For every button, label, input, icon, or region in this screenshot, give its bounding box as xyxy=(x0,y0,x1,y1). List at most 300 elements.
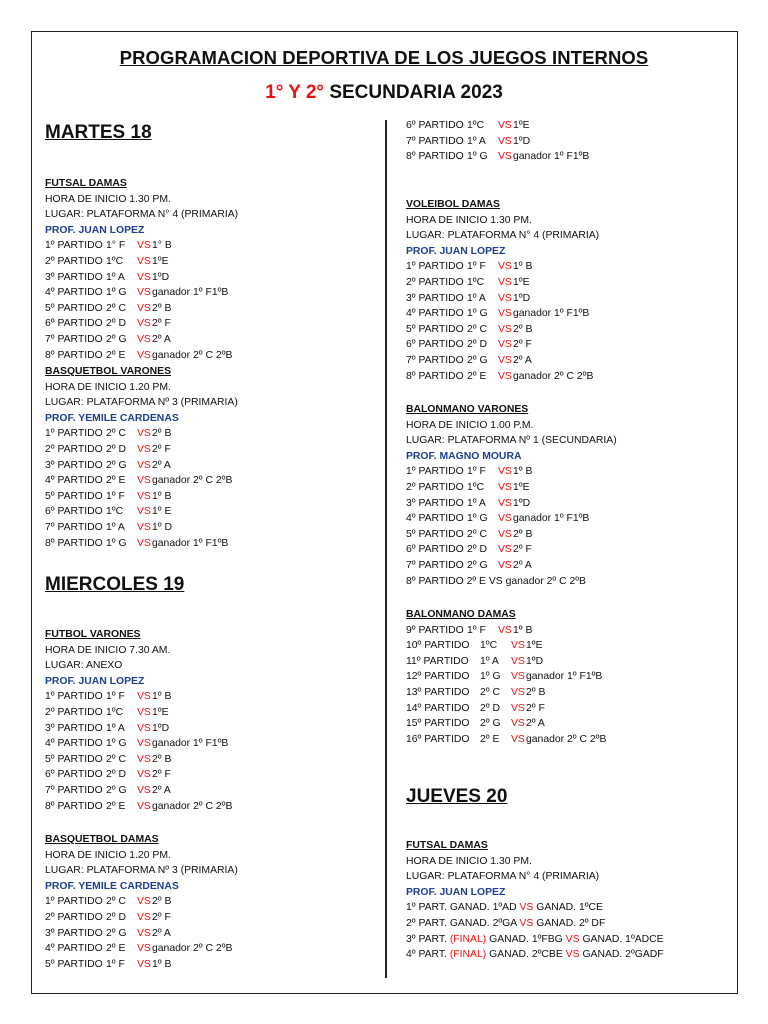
team-a: GANAD. 2ºGA xyxy=(449,917,517,929)
match-row xyxy=(406,732,746,748)
team-b: 1ºE xyxy=(152,255,169,267)
team-b: GANAD. 2º DF xyxy=(536,917,606,929)
team-b: 1º B xyxy=(152,490,172,502)
vs-label: VS xyxy=(498,151,512,163)
match-row xyxy=(406,291,746,307)
venue: LUGAR: PLATAFORMA Nº 1 (SECUNDARIA) xyxy=(406,435,617,447)
page-title: PROGRAMACION DEPORTIVA DE LOS JUEGOS INTERNOS xyxy=(119,47,649,68)
team-a: 1º G xyxy=(106,738,127,750)
start-time: HORA DE INICIO 1.30 PM. xyxy=(406,214,532,226)
match-row xyxy=(45,910,385,926)
match-row xyxy=(406,527,746,543)
team-a: 1º G xyxy=(106,537,127,549)
match-number: 13º PARTIDO xyxy=(406,686,470,698)
team-b: 1º B xyxy=(513,466,533,478)
section-voleibol-damas xyxy=(406,197,746,384)
day-heading-martes: MARTES 18 xyxy=(45,122,152,143)
team-a: 1º F xyxy=(467,624,486,636)
coach-name: PROF. JUAN LOPEZ xyxy=(406,245,506,257)
team-b: GANAD. 2ºGADF xyxy=(582,949,664,961)
match-row xyxy=(406,275,746,291)
vs-label: VS xyxy=(137,428,151,440)
match-row xyxy=(45,799,385,815)
team-b: 2º F xyxy=(513,544,532,556)
team-a: 1ºC xyxy=(106,506,124,518)
match-row xyxy=(45,504,385,520)
match-number: 8º PARTIDO xyxy=(406,370,464,382)
match-number: 4º PARTIDO xyxy=(406,513,464,525)
match-row: 8º PARTIDO 2º E VS ganador 2º C 2ºB xyxy=(406,575,586,587)
team-a: 2º D xyxy=(467,339,487,351)
match-row xyxy=(406,701,746,717)
vs-label: VS xyxy=(137,318,151,330)
vs-label: VS xyxy=(498,308,512,320)
match-row xyxy=(406,496,746,512)
vs-label: VS xyxy=(137,896,151,908)
team-a: 1ºC xyxy=(480,640,498,652)
team-b: 2º F xyxy=(513,339,532,351)
match-number: 1º PARTIDO xyxy=(45,691,103,703)
match-row xyxy=(45,705,385,721)
vs-label: VS xyxy=(511,702,525,714)
match-row xyxy=(406,118,746,134)
team-b: 1° B xyxy=(152,240,172,252)
vs-label: VS xyxy=(137,475,151,487)
match-row xyxy=(406,134,746,150)
match-number: 14º PARTIDO xyxy=(406,702,470,714)
match-number: 2º PART. xyxy=(406,917,447,929)
match-number: 7º PARTIDO xyxy=(45,784,103,796)
team-a: 2º E xyxy=(480,733,500,745)
match-row xyxy=(45,332,385,348)
venue: LUGAR: ANEXO xyxy=(45,660,123,672)
team-b: 1ºE xyxy=(513,481,530,493)
section-title: FUTSAL DAMAS xyxy=(406,840,488,851)
match-row xyxy=(406,353,746,369)
vs-label: VS xyxy=(137,255,151,267)
vs-label: VS xyxy=(498,466,512,478)
vs-label: VS xyxy=(511,686,525,698)
vs-label: VS xyxy=(137,459,151,471)
venue: LUGAR: PLATAFORMA N° 4 (PRIMARIA) xyxy=(45,209,239,221)
final-match-row xyxy=(406,916,746,932)
match-number: 3º PART. xyxy=(406,933,447,945)
section-title: BASQUETBOL VARONES xyxy=(45,366,172,377)
team-b: 2º A xyxy=(513,354,532,366)
match-number: 6º PARTIDO xyxy=(406,120,464,131)
match-number: 7º PARTIDO xyxy=(406,354,464,366)
match-row xyxy=(406,337,746,353)
team-b: 1ºE xyxy=(152,706,169,718)
vs-label: VS xyxy=(511,671,525,683)
team-a: 2º E xyxy=(106,475,126,487)
match-number: 1º PARTIDO xyxy=(45,428,103,440)
match-row xyxy=(45,721,385,737)
team-b: 1ºD xyxy=(513,135,531,147)
team-b: ganador 1º F1ºB xyxy=(152,738,229,750)
section-futsal-damas xyxy=(45,176,385,363)
start-time: HORA DE INICIO 1.20 PM. xyxy=(45,381,171,393)
team-a: 2º D xyxy=(106,911,126,923)
team-a: 2º G xyxy=(480,718,501,730)
match-row xyxy=(45,473,385,489)
start-time: HORA DE INICIO 7.30 AM. xyxy=(45,644,171,656)
team-b: ganador 2º C 2ºB xyxy=(526,733,607,745)
team-a: 1ºC xyxy=(467,276,485,288)
match-number: 12º PARTIDO xyxy=(406,671,470,683)
match-number: 4º PART. xyxy=(406,949,447,961)
team-a: GANAD. 1ºFBG xyxy=(489,933,563,945)
match-number: 1º PARTIDO xyxy=(45,240,103,252)
match-row xyxy=(45,536,385,552)
match-row xyxy=(45,689,385,705)
vs-label: VS xyxy=(137,302,151,314)
team-a: 2º D xyxy=(106,769,126,781)
vs-label: VS xyxy=(498,323,512,335)
match-number: 8º PARTIDO xyxy=(45,349,103,361)
match-row xyxy=(406,685,746,701)
team-b: 2º F xyxy=(152,769,171,781)
vs-label: VS xyxy=(137,333,151,345)
team-b: ganador 2º C 2ºB xyxy=(152,475,233,487)
vs-label: VS xyxy=(565,949,580,961)
team-b: 1º D xyxy=(152,521,172,533)
match-row xyxy=(45,941,385,957)
day-heading-jueves: JUEVES 20 xyxy=(406,786,508,807)
team-b: 2º B xyxy=(152,896,172,908)
team-a: 1ºC xyxy=(106,255,124,267)
team-a: 2º D xyxy=(106,443,126,455)
vs-label: VS xyxy=(137,443,151,455)
coach-name: PROF. MAGNO MOURA xyxy=(406,450,522,462)
team-a: 2º G xyxy=(106,333,127,345)
match-number: 1º PART. xyxy=(406,902,447,914)
vs-label: VS xyxy=(511,640,525,652)
match-number: 7º PARTIDO xyxy=(45,333,103,345)
match-row xyxy=(406,306,746,322)
match-row xyxy=(45,489,385,505)
vs-label: VS xyxy=(498,370,512,382)
match-number: 6º PARTIDO xyxy=(45,506,103,518)
match-row xyxy=(406,464,746,480)
team-b: 2º F xyxy=(526,702,545,714)
start-time: HORA DE INICIO 1.20 PM. xyxy=(45,849,171,861)
section-title: FUTSAL DAMAS xyxy=(45,178,127,189)
match-row xyxy=(45,957,385,973)
team-b: 2º B xyxy=(152,753,172,765)
team-a: 2º G xyxy=(106,927,127,939)
match-row xyxy=(45,767,385,783)
match-row xyxy=(45,783,385,799)
match-number: 1º PARTIDO xyxy=(406,466,464,478)
team-b: 1ºD xyxy=(152,271,170,283)
team-b: 1º E xyxy=(152,506,172,518)
match-number: 2º PARTIDO xyxy=(406,276,464,288)
match-row xyxy=(406,259,746,275)
match-row xyxy=(406,511,746,527)
vs-label: VS xyxy=(137,722,151,734)
team-b: 1ºD xyxy=(513,292,531,304)
match-number: 8º PARTIDO xyxy=(45,800,103,812)
team-a: 1º G xyxy=(106,287,127,299)
team-b: 2º B xyxy=(526,686,546,698)
match-number: 8º PARTIDO xyxy=(45,537,103,549)
vs-label: VS xyxy=(498,276,512,288)
vs-label: VS xyxy=(498,497,512,509)
match-row xyxy=(45,285,385,301)
team-b: 1ºE xyxy=(513,276,530,288)
section-basquetbol-varones xyxy=(45,364,385,551)
team-a: 1º G xyxy=(467,308,488,320)
team-b: ganador 2º C 2ºB xyxy=(152,800,233,812)
team-b: 2º B xyxy=(513,323,533,335)
match-row xyxy=(45,520,385,536)
vs-label: VS xyxy=(565,933,580,945)
final-match-row xyxy=(406,932,746,948)
match-number: 7º PARTIDO xyxy=(406,559,464,571)
team-a: 1º G xyxy=(467,151,488,163)
section-futsal-damas-finals xyxy=(406,838,746,963)
team-a: 1ºC xyxy=(467,120,485,131)
team-a: GANAD. 2ºCBE xyxy=(489,949,563,961)
vs-label: VS xyxy=(137,927,151,939)
team-b: 1ºD xyxy=(526,655,544,667)
team-a: 2º E xyxy=(467,370,487,382)
team-b: 1ºD xyxy=(152,722,170,734)
team-b: 1º B xyxy=(513,261,533,273)
team-b: 1ºD xyxy=(513,497,531,509)
final-label: (FINAL) xyxy=(449,949,487,961)
vs-label: VS xyxy=(498,339,512,351)
vs-label: VS xyxy=(137,490,151,502)
match-number: 2º PARTIDO xyxy=(406,481,464,493)
team-a: 2º C xyxy=(467,323,487,335)
team-b: 2º A xyxy=(152,784,171,796)
team-a: 2º D xyxy=(480,702,500,714)
match-number: 5º PARTIDO xyxy=(406,323,464,335)
final-match-row xyxy=(406,900,746,916)
team-b: ganador 1º F1ºB xyxy=(526,671,603,683)
venue: LUGAR: PLATAFORMA N° 4 (PRIMARIA) xyxy=(406,871,600,883)
team-b: 2º F xyxy=(152,911,171,923)
vs-label: VS xyxy=(498,559,512,571)
match-number: 3º PARTIDO xyxy=(406,292,464,304)
section-continued-matches xyxy=(406,118,746,165)
match-row xyxy=(45,254,385,270)
match-number: 10º PARTIDO xyxy=(406,640,470,652)
match-number: 5º PARTIDO xyxy=(45,753,103,765)
match-row xyxy=(45,458,385,474)
team-b: 2º A xyxy=(526,718,545,730)
match-row xyxy=(45,301,385,317)
vs-label: VS xyxy=(137,506,151,518)
vs-label: VS xyxy=(519,917,534,929)
team-a: 2º C xyxy=(106,302,126,314)
team-b: 2º B xyxy=(152,428,172,440)
coach-name: PROF. JUAN LOPEZ xyxy=(45,675,145,687)
section-futbol-varones xyxy=(45,627,385,814)
team-b: 1º B xyxy=(513,624,533,636)
match-row xyxy=(406,638,746,654)
match-row xyxy=(45,348,385,364)
venue: LUGAR: PLATAFORMA Nº 3 (PRIMARIA) xyxy=(45,397,238,409)
match-row xyxy=(406,558,746,574)
section-title: BALONMANO VARONES xyxy=(406,404,529,415)
match-row xyxy=(406,322,746,338)
match-number: 6º PARTIDO xyxy=(406,544,464,556)
match-number: 4º PARTIDO xyxy=(45,738,103,750)
team-b: ganador 1º F1ºB xyxy=(152,287,229,299)
team-a: 1º G xyxy=(480,671,501,683)
team-a: GANAD. 1ºAD xyxy=(449,902,517,914)
vs-label: VS xyxy=(137,753,151,765)
vs-label: VS xyxy=(498,261,512,273)
team-a: 2º C xyxy=(467,528,487,540)
page-subtitle xyxy=(0,82,768,104)
section-title: BALONMANO DAMAS xyxy=(406,609,516,620)
match-number: 15º PARTIDO xyxy=(406,718,470,730)
vs-label: VS xyxy=(498,292,512,304)
team-b: ganador 2º C 2ºB xyxy=(513,370,594,382)
team-b: 2º B xyxy=(152,302,172,314)
match-row xyxy=(45,752,385,768)
start-time: HORA DE INICIO 1.00 P.M. xyxy=(406,419,534,431)
vs-label: VS xyxy=(511,655,525,667)
match-number: 6º PARTIDO xyxy=(406,339,464,351)
match-number: 2º PARTIDO xyxy=(45,255,103,267)
team-a: 1º A xyxy=(106,271,125,283)
column-divider xyxy=(385,120,387,978)
match-number: 7º PARTIDO xyxy=(406,135,464,147)
team-a: 2º G xyxy=(106,459,127,471)
team-b: ganador 1º F1ºB xyxy=(513,513,590,525)
match-number: 2º PARTIDO xyxy=(45,443,103,455)
match-number: 3º PARTIDO xyxy=(45,927,103,939)
vs-label: VS xyxy=(498,135,512,147)
team-a: 1º A xyxy=(467,497,486,509)
team-a: 2º G xyxy=(467,559,488,571)
vs-label: VS xyxy=(498,481,512,493)
vs-label: VS xyxy=(498,120,512,131)
team-a: 1ºC xyxy=(106,706,124,718)
team-b: ganador 1º F1ºB xyxy=(152,537,229,549)
section-balonmano-damas xyxy=(406,607,746,747)
match-number: 2º PARTIDO xyxy=(45,706,103,718)
vs-label: VS xyxy=(519,902,534,914)
vs-label: VS xyxy=(137,271,151,283)
team-a: 2º C xyxy=(480,686,500,698)
match-number: 8º PARTIDO xyxy=(406,151,464,163)
team-b: 2º A xyxy=(152,333,171,345)
subtitle-year: SECUNDARIA 2023 xyxy=(329,82,503,103)
vs-label: VS xyxy=(498,544,512,556)
match-row xyxy=(406,654,746,670)
match-row xyxy=(45,894,385,910)
team-b: 2º A xyxy=(152,927,171,939)
section-title: BASQUETBOL DAMAS xyxy=(45,834,159,845)
venue: LUGAR: PLATAFORMA Nº 3 (PRIMARIA) xyxy=(45,865,238,877)
team-b: 2º B xyxy=(513,528,533,540)
team-b: ganador 2º C 2ºB xyxy=(152,349,233,361)
team-b: 1º B xyxy=(152,958,172,970)
vs-label: VS xyxy=(137,706,151,718)
vs-label: VS xyxy=(137,769,151,781)
team-a: 1ºC xyxy=(467,481,485,493)
team-a: 1º A xyxy=(106,521,125,533)
team-a: 1º A xyxy=(467,135,486,147)
match-row xyxy=(406,623,746,639)
match-number: 3º PARTIDO xyxy=(45,459,103,471)
match-row xyxy=(45,426,385,442)
vs-label: VS xyxy=(511,733,525,745)
vs-label: VS xyxy=(137,911,151,923)
team-b: GANAD. 1ºADCE xyxy=(582,933,664,945)
team-a: 1º F xyxy=(106,490,125,502)
match-number: 9º PARTIDO xyxy=(406,624,464,636)
day-heading-miercoles: MIERCOLES 19 xyxy=(45,574,185,595)
match-row xyxy=(406,716,746,732)
section-balonmano-varones xyxy=(406,402,746,589)
match-number: 1º PARTIDO xyxy=(406,261,464,273)
match-number: 2º PARTIDO xyxy=(45,911,103,923)
match-row xyxy=(45,238,385,254)
team-b: ganador 1º F1ºB xyxy=(513,151,590,163)
match-row xyxy=(45,926,385,942)
coach-name: PROF. JUAN LOPEZ xyxy=(406,886,506,898)
team-b: GANAD. 1ºCE xyxy=(536,902,603,914)
match-number: 5º PARTIDO xyxy=(406,528,464,540)
match-row xyxy=(406,542,746,558)
final-match-row xyxy=(406,947,746,963)
vs-label: VS xyxy=(137,287,151,299)
team-a: 2º E xyxy=(106,943,126,955)
team-b: 1ºE xyxy=(526,640,543,652)
vs-label: VS xyxy=(498,354,512,366)
team-a: 2º C xyxy=(106,753,126,765)
section-basquetbol-damas xyxy=(45,832,385,972)
match-row xyxy=(406,369,746,385)
coach-name: PROF. JUAN LOPEZ xyxy=(45,224,145,236)
match-number: 11º PARTIDO xyxy=(406,655,469,667)
match-number: 16º PARTIDO xyxy=(406,733,470,745)
match-row xyxy=(45,442,385,458)
team-b: 2º F xyxy=(152,443,171,455)
vs-label: VS xyxy=(498,528,512,540)
match-number: 6º PARTIDO xyxy=(45,769,103,781)
match-number: 4º PARTIDO xyxy=(45,287,103,299)
coach-name: PROF. YEMILE CARDENAS xyxy=(45,412,179,424)
team-a: 1º F xyxy=(467,261,486,273)
match-row xyxy=(45,270,385,286)
match-row xyxy=(406,480,746,496)
match-number: 4º PARTIDO xyxy=(45,943,103,955)
team-b: 1ºE xyxy=(513,120,530,131)
vs-label: VS xyxy=(137,958,151,970)
match-number: 3º PARTIDO xyxy=(406,497,464,509)
team-a: 2º D xyxy=(467,544,487,556)
team-a: 1º A xyxy=(106,722,125,734)
team-a: 2º C xyxy=(106,428,126,440)
coach-name: PROF. YEMILE CARDENAS xyxy=(45,880,179,892)
team-a: 2º E xyxy=(106,800,126,812)
team-b: ganador 1º F1ºB xyxy=(513,308,590,320)
team-b: ganador 2º C 2ºB xyxy=(152,943,233,955)
match-number: 6º PARTIDO xyxy=(45,318,103,330)
team-a: 2º G xyxy=(467,354,488,366)
team-a: 1º F xyxy=(106,691,125,703)
section-title: VOLEIBOL DAMAS xyxy=(406,199,500,210)
match-number: 4º PARTIDO xyxy=(45,475,103,487)
